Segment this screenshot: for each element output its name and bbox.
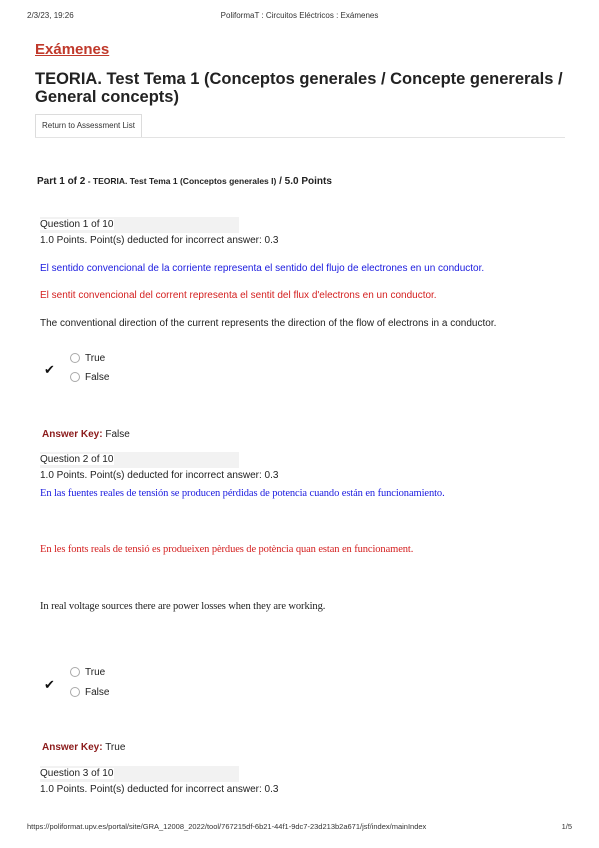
- answer-key: Answer Key: True: [42, 742, 126, 753]
- option-true[interactable]: True: [70, 667, 105, 678]
- radio-icon[interactable]: [70, 353, 80, 363]
- tab-bar: [35, 114, 565, 138]
- option-false[interactable]: False: [70, 687, 109, 698]
- print-date: 2/3/23, 19:26: [27, 11, 74, 20]
- checkmark-icon: ✔: [44, 677, 55, 692]
- question-points: 1.0 Points. Point(s) deducted for incorrect answer: 0.3: [40, 784, 279, 795]
- question-points: 1.0 Points. Point(s) deducted for incorrect answer: 0.3: [40, 470, 279, 481]
- checkmark-icon: ✔: [44, 362, 55, 377]
- part-prefix: Part 1 of 2: [37, 176, 86, 187]
- answer-key: Answer Key: False: [42, 429, 130, 440]
- print-page-number: 1/5: [561, 822, 572, 831]
- question-text-ca: En les fonts reals de tensió es produeixen pèrdues de potència quan estan en funcionament.: [40, 544, 414, 555]
- question-text-es: El sentido convencional de la corriente representa el sentido del flujo de electrones en un conductor.: [40, 263, 485, 274]
- part-points: / 5.0 Points: [276, 176, 332, 187]
- question-label: Question 2 of 10: [40, 452, 239, 468]
- print-title: PoliformaT : Circuitos Eléctricos : Exámenes: [220, 11, 379, 20]
- examenes-link[interactable]: Exámenes: [35, 41, 110, 58]
- question-label: Question 3 of 10: [40, 766, 239, 782]
- radio-icon[interactable]: [70, 687, 80, 697]
- radio-icon[interactable]: [70, 667, 80, 677]
- part-name: - TEORIA. Test Tema 1 (Conceptos generales I): [85, 176, 277, 186]
- return-to-list-button[interactable]: Return to Assessment List: [35, 114, 142, 137]
- question-points: 1.0 Points. Point(s) deducted for incorrect answer: 0.3: [40, 235, 279, 246]
- option-true[interactable]: True: [70, 353, 105, 364]
- question-text-en: The conventional direction of the current represents the direction of the flow of electrons in a conductor.: [40, 318, 497, 329]
- radio-icon[interactable]: [70, 372, 80, 382]
- question-text-ca: El sentit convencional del corrent representa el sentit del flux d'electrons en un conductor.: [40, 290, 437, 301]
- question-label: Question 1 of 10: [40, 217, 239, 233]
- print-url: https://poliformat.upv.es/portal/site/GRA_12008_2022/tool/767215df-6b21-44f1-9dc7-23d213b2a671/jsf/index/mainIndex: [27, 822, 427, 831]
- part-heading: [37, 176, 332, 187]
- assessment-title: TEORIA. Test Tema 1 (Conceptos generales / Concepte genererals / General concepts): [35, 70, 563, 106]
- question-text-es: En las fuentes reales de tensión se producen pérdidas de potencia cuando están en funcionamiento.: [40, 488, 445, 499]
- question-text-en: In real voltage sources there are power losses when they are working.: [40, 601, 326, 612]
- option-false[interactable]: False: [70, 372, 109, 383]
